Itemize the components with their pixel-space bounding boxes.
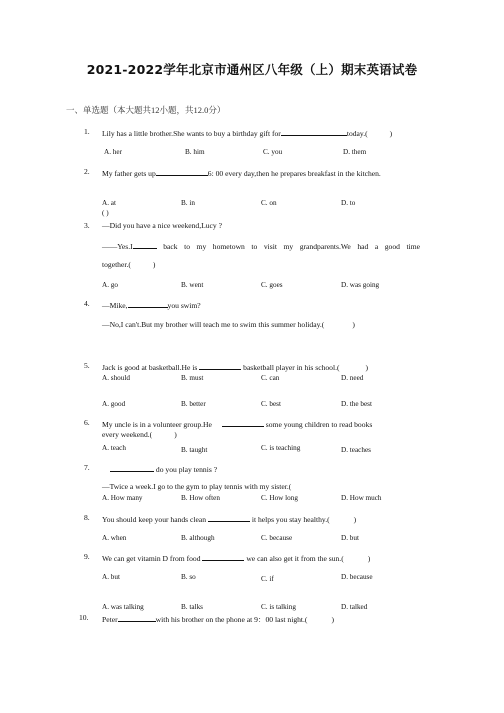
question-number: 2. (84, 167, 90, 176)
paren-close: ) (331, 615, 334, 624)
option-b[interactable]: B. him (185, 148, 205, 156)
option-d[interactable]: D. because (341, 573, 373, 581)
question-stem (102, 613, 334, 625)
question-text: Lily has a little brother.She wants to buy a birthday gift for (102, 129, 281, 138)
option-d[interactable]: D. teaches (341, 446, 371, 454)
question-stem (102, 167, 381, 179)
option-b[interactable]: B. How often (181, 494, 220, 502)
paren-close: ) (365, 363, 369, 372)
question-text: —No,I can't.But my brother will teach me to swim this summer holiday.( (102, 320, 325, 329)
answer-blank[interactable] (222, 418, 264, 427)
option-c[interactable]: C. How long (261, 494, 298, 502)
paren-close: ) (353, 515, 357, 524)
question-text: We can get vitamin D from food (102, 554, 201, 563)
option-b[interactable]: B. in (181, 199, 195, 207)
question-text: today.( (346, 129, 368, 138)
answer-blank[interactable] (281, 127, 347, 136)
paren-close: ) (152, 260, 156, 269)
option-b[interactable]: B. talks (181, 603, 203, 611)
question-number: 4. (84, 299, 90, 308)
question-text: —Twice a week.I go to the gym to play tennis with my sister.( (102, 482, 292, 491)
question-stem (102, 127, 392, 139)
option-d[interactable]: D. need (341, 374, 364, 382)
section-header: 一、单选题（本大题共12小题，共12.0分） (66, 105, 226, 115)
option-b[interactable]: B. better (181, 400, 206, 408)
option-a[interactable]: A. but (102, 573, 120, 581)
question-number: 8. (84, 513, 90, 522)
question-number: 5. (84, 361, 90, 370)
question-number: 10. (79, 613, 89, 622)
question-text: do you play tennis ? (155, 465, 218, 474)
paren-close: ) (367, 554, 371, 563)
question-stem (102, 552, 370, 564)
question-text: My father gets up (102, 169, 156, 178)
question-number: 6. (84, 418, 90, 427)
paren-close: ) (389, 129, 393, 138)
option-d[interactable]: D. them (343, 148, 367, 156)
question-text: ——Yes.I (102, 242, 133, 251)
option-d[interactable]: D. the best (341, 400, 372, 408)
question-text: it helps you stay healthy.( (251, 515, 330, 524)
question-text: basketball player in his school.( (243, 363, 340, 372)
question-text: 6: 00 every day,then he prepares breakfast in the kitchen. (207, 169, 381, 178)
option-d[interactable]: D. to (341, 199, 356, 207)
paren-close: ) (174, 430, 177, 439)
question-text: —Mike, (102, 301, 128, 310)
question-text: —Did you have a nice weekend,Lucy ? (102, 221, 222, 230)
option-b[interactable]: B. went (181, 281, 204, 289)
option-c[interactable]: C. because (261, 534, 293, 542)
answer-blank[interactable] (133, 240, 157, 249)
question-number: 9. (84, 552, 90, 561)
option-a[interactable]: A. teach (102, 444, 126, 452)
option-b[interactable]: B. although (181, 534, 215, 542)
question-text: You should keep your hands clean (102, 515, 207, 524)
question-text: back to my hometown to visit my grandparents.We had a good time (163, 242, 420, 251)
option-a[interactable]: A. How many (102, 494, 143, 502)
answer-blank[interactable] (118, 613, 156, 622)
option-b[interactable]: B. must (181, 374, 204, 382)
answer-blank[interactable] (208, 513, 250, 522)
option-d[interactable]: D. was going (341, 281, 380, 289)
option-c[interactable]: C. if (261, 575, 274, 583)
answer-paren: ( ) (102, 209, 109, 217)
option-b[interactable]: B. taught (181, 446, 208, 454)
question-stem (102, 260, 155, 270)
option-a[interactable]: A. good (102, 400, 126, 408)
question-text: with his brother on the phone at 9：00 last night.( (155, 615, 308, 624)
question-text: Peter (102, 615, 118, 624)
option-a[interactable]: A. go (102, 281, 118, 289)
question-stem (102, 361, 368, 373)
question-stem (102, 418, 372, 430)
answer-blank[interactable] (156, 167, 208, 176)
question-text: together.( (102, 260, 131, 269)
question-text: some young children to read books (265, 420, 373, 429)
question-stem (102, 513, 356, 525)
question-number: 1. (84, 127, 90, 136)
option-b[interactable]: B. so (181, 573, 196, 581)
answer-blank[interactable] (128, 299, 168, 308)
question-text: we can also get it from the sun.( (246, 554, 344, 563)
question-stem (102, 320, 355, 330)
answer-blank[interactable] (202, 552, 244, 561)
option-d[interactable]: D. How much (341, 494, 382, 502)
question-text: Jack is good at basketball.He is (102, 363, 198, 372)
answer-blank[interactable] (199, 361, 241, 370)
question-number: 3. (84, 221, 90, 230)
exam-title: 2021-2022学年北京市通州区八年级（上）期末英语试卷 (86, 62, 418, 77)
option-a[interactable]: A. her (104, 148, 122, 156)
question-text: My uncle is in a volunteer group.He (102, 420, 212, 429)
question-stem (110, 463, 217, 475)
question-text: you swim? (167, 301, 201, 310)
option-c[interactable]: C. on (261, 199, 277, 207)
answer-blank[interactable] (110, 463, 154, 472)
paren-close: ) (352, 320, 355, 329)
question-stem (102, 430, 177, 440)
question-number: 7. (84, 463, 90, 472)
option-c[interactable]: C. you (263, 148, 283, 156)
option-c[interactable]: C. goes (261, 281, 283, 289)
option-a[interactable]: A. at (102, 199, 116, 207)
question-stem (102, 240, 420, 252)
question-text: every weekend.( (102, 430, 153, 439)
option-d[interactable]: D. but (341, 534, 359, 542)
option-c[interactable]: C. is talking (261, 603, 296, 611)
option-c[interactable]: C. can (261, 374, 280, 382)
question-stem (102, 299, 201, 311)
option-d[interactable]: D. talked (341, 603, 368, 611)
option-a[interactable]: A. when (102, 534, 127, 542)
option-c[interactable]: C. best (261, 400, 281, 408)
option-a[interactable]: A. was talking (102, 603, 144, 611)
option-a[interactable]: A. should (102, 374, 130, 382)
option-c[interactable]: C. is teaching (261, 444, 301, 452)
